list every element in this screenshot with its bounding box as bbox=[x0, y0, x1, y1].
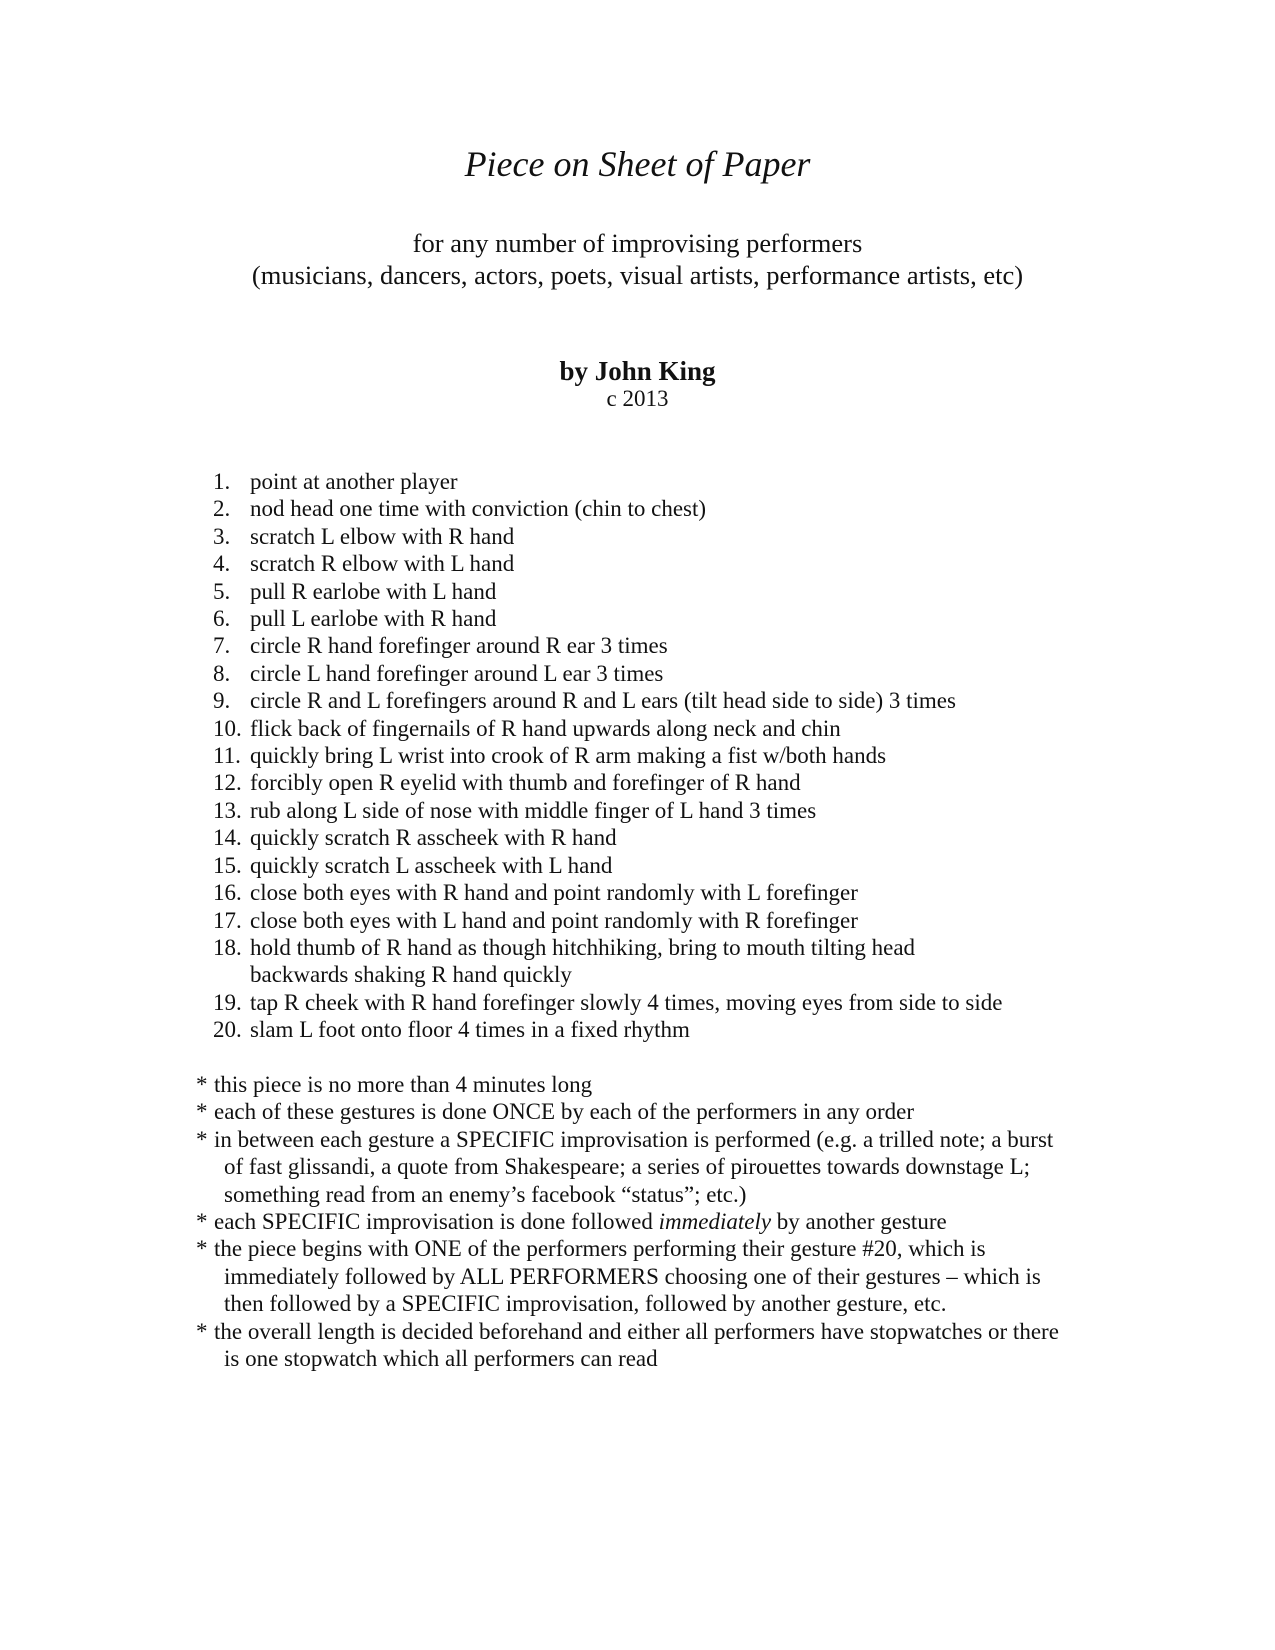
gesture-number: 18. bbox=[213, 934, 242, 960]
note-text: each of these gestures is done ONCE by each of the performers in any order bbox=[214, 1099, 914, 1125]
gesture-number: 15. bbox=[213, 852, 242, 878]
note-bullet: * bbox=[196, 1099, 208, 1125]
gesture-number: 4. bbox=[213, 551, 231, 577]
gesture-item bbox=[213, 687, 1113, 714]
note-emphasis: immediately bbox=[658, 1209, 772, 1235]
gesture-item bbox=[213, 578, 1113, 605]
note-text: the piece begins with ONE of the performers performing their gesture #20, which is immediately followed by ALL PERFORMERS choosing one of their gestures – which is then followed by a SPECIFIC improvisation, followed by another gesture, etc. bbox=[214, 1236, 1041, 1317]
gesture-item bbox=[213, 879, 1113, 906]
gesture-number: 5. bbox=[213, 578, 231, 604]
gesture-item bbox=[213, 632, 1113, 659]
gesture-item bbox=[213, 605, 1113, 632]
note-text: this piece is no more than 4 minutes long bbox=[214, 1072, 593, 1097]
gesture-text: circle R hand forefinger around R ear 3 times bbox=[250, 633, 668, 659]
note-bullet: * bbox=[196, 1072, 208, 1097]
gesture-number: 13. bbox=[213, 797, 242, 823]
gesture-item bbox=[213, 989, 1113, 1016]
gesture-item bbox=[213, 523, 1113, 550]
copyright-year: c 2013 bbox=[606, 386, 669, 411]
gesture-text: flick back of fingernails of R hand upwards along neck and chin bbox=[250, 715, 841, 741]
gesture-number: 14. bbox=[213, 825, 242, 851]
note-text-before: each SPECIFIC improvisation is done followed bbox=[214, 1209, 659, 1235]
gesture-item bbox=[213, 852, 1113, 879]
note-bullet: * bbox=[196, 1318, 208, 1344]
gesture-number: 3. bbox=[213, 523, 231, 549]
gesture-text: pull L earlobe with R hand bbox=[250, 606, 497, 632]
note-text: in between each gesture a SPECIFIC improvisation is performed (e.g. a trilled note; a burst of fast glissandi, a quote from Shakespeare; a series of pirouettes towards downstage L; something read from an enemy’s facebook “status”; etc.) bbox=[214, 1126, 1054, 1207]
gesture-text: tap R cheek with R hand forefinger slowly 4 times, moving eyes from side to side bbox=[250, 989, 1003, 1015]
gesture-text: nod head one time with conviction (chin to chest) bbox=[250, 496, 707, 522]
gesture-text: close both eyes with L hand and point randomly with R forefinger bbox=[250, 907, 858, 933]
gesture-list bbox=[213, 468, 1113, 1044]
gesture-number: 12. bbox=[213, 770, 242, 796]
note-item bbox=[178, 1208, 1078, 1235]
gesture-text: close both eyes with R hand and point randomly with L forefinger bbox=[250, 880, 858, 906]
note-bullet: * bbox=[196, 1209, 208, 1235]
gesture-text: scratch L elbow with R hand bbox=[250, 523, 515, 549]
gesture-item bbox=[213, 742, 1113, 769]
note-item bbox=[178, 1071, 1078, 1098]
gesture-item bbox=[213, 550, 1113, 577]
gesture-text: hold thumb of R hand as though hitchhiking, bring to mouth tilting head backwards shaking R hand quickly bbox=[250, 934, 916, 988]
gesture-item bbox=[213, 797, 1113, 824]
gesture-item bbox=[213, 934, 975, 989]
subtitle-instrumentation: for any number of improvising performers bbox=[412, 228, 863, 258]
gesture-text: circle R and L forefingers around R and L ears (tilt head side to side) 3 times bbox=[250, 688, 956, 714]
note-bullet: * bbox=[196, 1126, 208, 1152]
gesture-item bbox=[213, 1016, 1113, 1043]
gesture-text: pull R earlobe with L hand bbox=[250, 578, 497, 604]
gesture-number: 7. bbox=[213, 633, 231, 659]
gesture-number: 11. bbox=[213, 743, 241, 769]
gesture-number: 2. bbox=[213, 496, 231, 522]
document-title: Piece on Sheet of Paper bbox=[464, 144, 811, 184]
gesture-number: 19. bbox=[213, 989, 242, 1015]
note-text-after: by another gesture bbox=[771, 1209, 947, 1235]
note-item bbox=[178, 1126, 1064, 1208]
gesture-text: quickly scratch L asscheek with L hand bbox=[250, 852, 613, 878]
gesture-number: 9. bbox=[213, 688, 231, 714]
gesture-item bbox=[213, 824, 1113, 851]
gesture-number: 6. bbox=[213, 606, 231, 632]
gesture-item bbox=[213, 715, 1113, 742]
subtitle-performer-types: (musicians, dancers, actors, poets, visual artists, performance artists, etc) bbox=[251, 260, 1024, 290]
gesture-item bbox=[213, 769, 1113, 796]
note-item bbox=[178, 1098, 1078, 1125]
gesture-number: 10. bbox=[213, 715, 242, 741]
gesture-text: circle L hand forefinger around L ear 3 times bbox=[250, 660, 664, 686]
gesture-text: rub along L side of nose with middle finger of L hand 3 times bbox=[250, 797, 817, 823]
gesture-text: slam L foot onto floor 4 times in a fixed rhythm bbox=[250, 1017, 690, 1043]
author: by John King bbox=[559, 356, 716, 386]
gesture-number: 1. bbox=[213, 469, 231, 494]
note-text: the overall length is decided beforehand and either all performers have stopwatches or there is one stopwatch which all performers can read bbox=[214, 1318, 1059, 1372]
gesture-item bbox=[213, 907, 1113, 934]
gesture-text: quickly scratch R asscheek with R hand bbox=[250, 825, 617, 851]
gesture-text: scratch R elbow with L hand bbox=[250, 551, 515, 577]
gesture-number: 16. bbox=[213, 880, 242, 906]
gesture-text: point at another player bbox=[250, 469, 458, 494]
gesture-item bbox=[213, 495, 1113, 522]
gesture-number: 17. bbox=[213, 907, 242, 933]
note-bullet: * bbox=[196, 1236, 208, 1262]
gesture-number: 20. bbox=[213, 1017, 242, 1043]
gesture-text: forcibly open R eyelid with thumb and forefinger of R hand bbox=[250, 770, 801, 796]
gesture-item bbox=[213, 468, 1113, 495]
gesture-item bbox=[213, 660, 1113, 687]
note-item bbox=[178, 1318, 1079, 1373]
performance-notes bbox=[178, 1071, 1078, 1372]
gesture-number: 8. bbox=[213, 660, 231, 686]
gesture-text: quickly bring L wrist into crook of R arm making a fist w/both hands bbox=[250, 743, 887, 769]
note-item bbox=[178, 1235, 1079, 1317]
